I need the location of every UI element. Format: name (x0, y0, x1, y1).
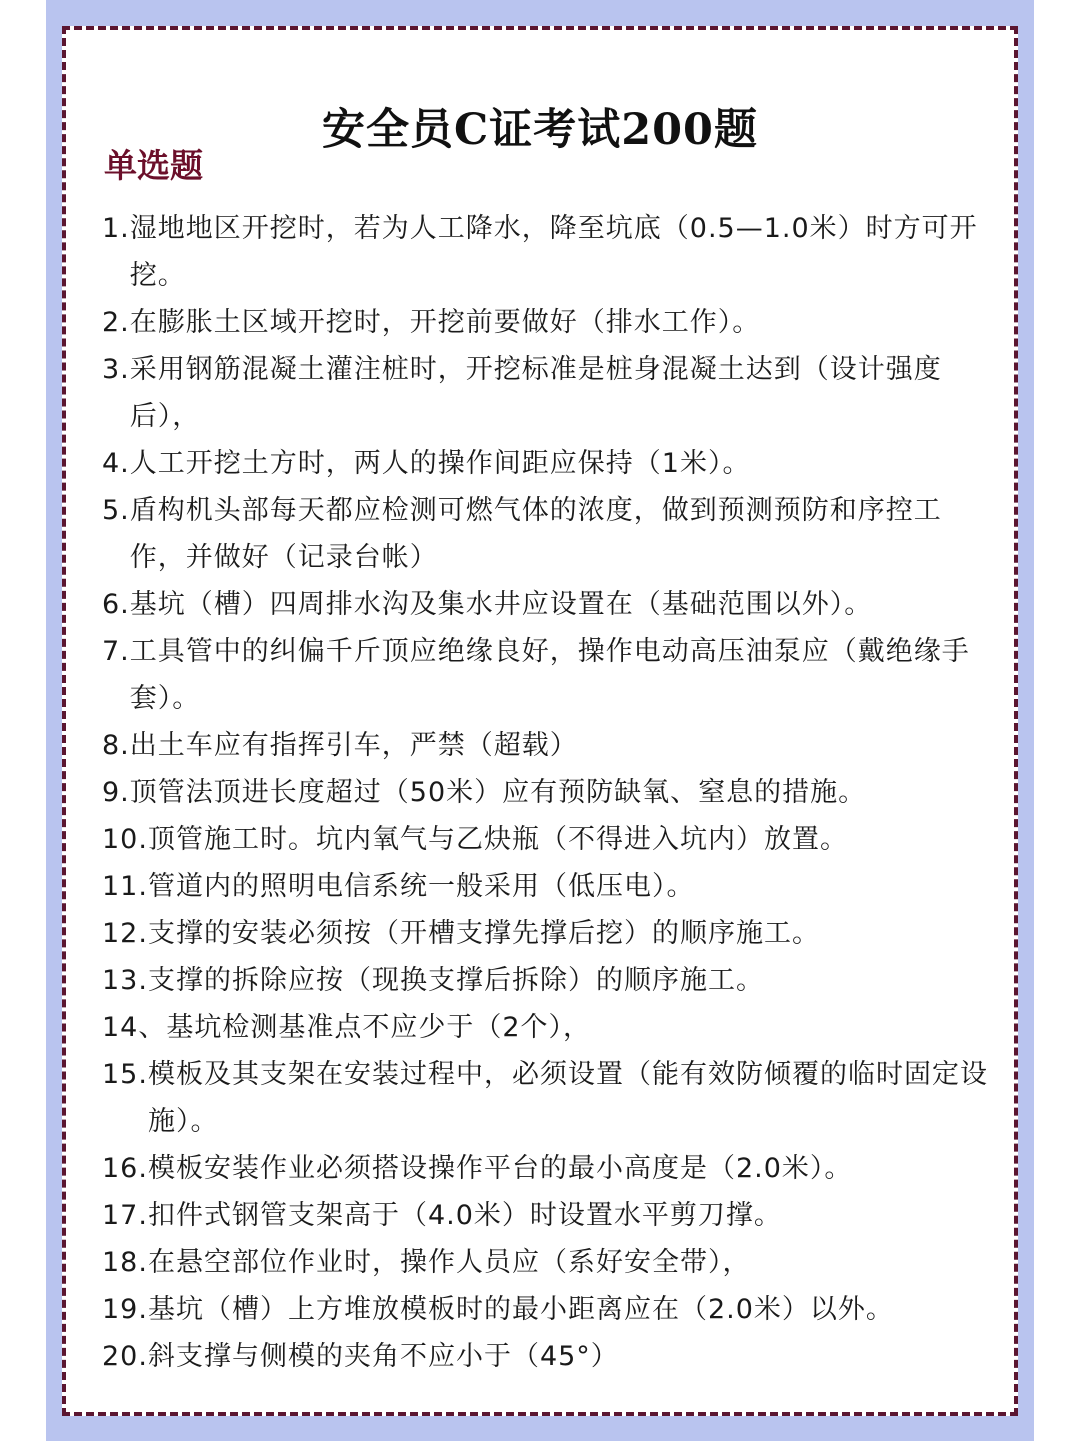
list-item (102, 1192, 992, 1239)
list-item (102, 581, 992, 628)
item-text: 基坑检测基准点不应少于（2个）， (166, 1012, 592, 1043)
question-list (102, 205, 992, 1380)
list-item (102, 1145, 992, 1192)
item-number: 1. (102, 213, 130, 244)
list-item (102, 863, 992, 910)
item-number: 16. (102, 1153, 148, 1184)
item-number: 6. (102, 589, 130, 620)
list-item (102, 1239, 992, 1286)
list-item (102, 487, 992, 581)
list-item (102, 769, 992, 816)
item-text: 顶管法顶进长度超过（50米）应有预防缺氧、窒息的措施。 (129, 777, 867, 808)
item-number: 19. (102, 1294, 148, 1325)
item-text: 基坑（槽）上方堆放模板时的最小距离应在（2.0米）以外。 (147, 1294, 894, 1325)
item-number: 18. (102, 1247, 148, 1278)
list-item (102, 816, 992, 863)
item-text: 盾构机头部每天都应检测可燃气体的浓度，做到预测预防和序控工作，并做好（记录台帐） (129, 495, 942, 573)
item-text: 湿地地区开挖时，若为人工降水，降至坑底（0.5—1.0米）时方可开挖。 (129, 213, 978, 291)
item-text: 支撑的拆除应按（现换支撑后拆除）的顺序施工。 (147, 965, 764, 996)
item-text: 扣件式钢管支架高于（4.0米）时设置水平剪刀撑。 (147, 1200, 782, 1231)
list-item (102, 299, 992, 346)
item-number: 3. (102, 354, 130, 385)
item-number: 8. (102, 730, 130, 761)
item-number: 7. (102, 636, 130, 667)
list-item (102, 957, 992, 1004)
list-item (102, 346, 992, 440)
list-item (102, 1286, 992, 1333)
item-text: 支撑的安装必须按（开槽支撑先撑后挖）的顺序施工。 (147, 918, 820, 949)
list-item (102, 910, 992, 957)
item-text: 基坑（槽）四周排水沟及集水井应设置在（基础范围以外）。 (129, 589, 873, 620)
item-text: 在悬空部位作业时，操作人员应（系好安全带）， (147, 1247, 751, 1278)
item-number: 15. (102, 1059, 148, 1090)
list-item (102, 628, 992, 722)
page-title: 安全员C证考试200题 (322, 105, 758, 155)
item-text: 在膨胀土区域开挖时，开挖前要做好（排水工作）。 (129, 307, 761, 338)
item-text: 采用钢筋混凝土灌注桩时，开挖标准是桩身混凝土达到（设计强度后）， (129, 354, 942, 432)
item-number: 12. (102, 918, 148, 949)
item-number: 13. (102, 965, 148, 996)
list-item (102, 1004, 992, 1051)
document-sheet (62, 26, 1018, 1416)
item-number: 20. (102, 1341, 148, 1372)
item-number: 5. (102, 495, 130, 526)
list-item (102, 440, 992, 487)
item-text: 工具管中的纠偏千斤顶应绝缘良好，操作电动高压油泵应（戴绝缘手套）。 (129, 636, 970, 714)
list-item (102, 1333, 992, 1380)
item-number: 4. (102, 448, 130, 479)
item-number: 2. (102, 307, 130, 338)
item-text: 人工开挖土方时，两人的操作间距应保持（1米）。 (129, 448, 751, 479)
item-number: 11. (102, 871, 148, 902)
item-number: 17. (102, 1200, 148, 1231)
list-item (102, 205, 992, 299)
item-text: 模板安装作业必须搭设操作平台的最小高度是（2.0米）。 (147, 1153, 853, 1184)
item-number: 10. (102, 824, 148, 855)
item-text: 模板及其支架在安装过程中，必须设置（能有效防倾覆的临时固定设施）。 (147, 1059, 988, 1137)
item-text: 顶管施工时。坑内氧气与乙炔瓶（不得进入坑内）放置。 (147, 824, 848, 855)
item-text: 斜支撑与侧模的夹角不应小于（45°） (147, 1341, 619, 1372)
section-title: 单选题 (104, 146, 203, 185)
item-text: 出土车应有指挥引车，严禁（超载） (129, 730, 578, 761)
item-text: 管道内的照明电信系统一般采用（低压电）。 (147, 871, 695, 902)
item-number: 9. (102, 777, 130, 808)
list-item (102, 1051, 992, 1145)
item-number: 14、 (102, 1012, 167, 1043)
list-item (102, 722, 992, 769)
